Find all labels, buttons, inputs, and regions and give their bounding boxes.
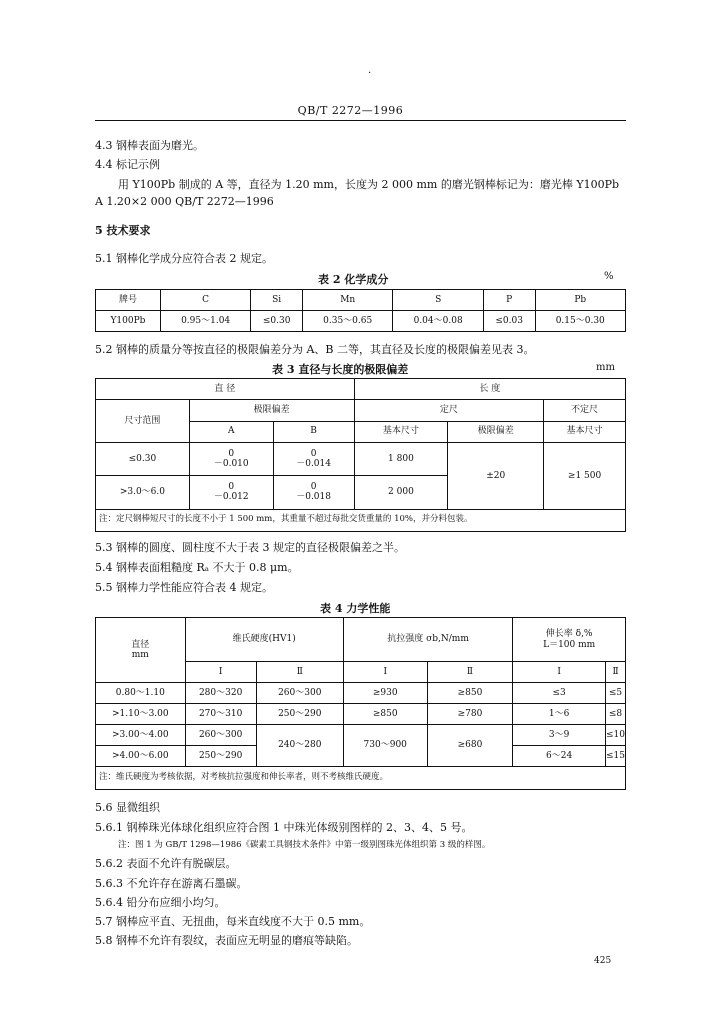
table3-deviations bbox=[95, 378, 626, 532]
t3-upper: 0 bbox=[310, 448, 317, 459]
t4-cell: ≥680 bbox=[427, 725, 513, 767]
t3-lower: －0.010 bbox=[213, 459, 249, 469]
t2-header: P bbox=[483, 290, 535, 311]
t3-len-dev: ±20 bbox=[448, 442, 544, 509]
clause-5-8: 5.8 钢棒不允许有裂纹，表面应无明显的磨痕等缺陷。 bbox=[95, 934, 358, 947]
t3-dev-b bbox=[273, 442, 354, 475]
t3-h-size-range: 尺寸范围 bbox=[96, 400, 190, 443]
t2-header: Pb bbox=[535, 290, 626, 311]
t4-grade: Ⅱ bbox=[606, 662, 626, 683]
t3-nonfixed-val: ≥1 500 bbox=[544, 442, 626, 509]
page-number: 425 bbox=[594, 956, 612, 966]
table4-caption: 表 4 力学性能 bbox=[320, 602, 391, 615]
header-rule bbox=[95, 120, 626, 121]
t3-lower: －0.012 bbox=[213, 492, 249, 503]
clause-5-1: 5.1 钢棒化学成分应符合表 2 规定。 bbox=[95, 252, 273, 265]
table2-chemical-composition bbox=[95, 289, 626, 332]
t4-note: 注：维氏硬度为考核依据，对考核抗拉强度和伸长率者，则不考核维氏硬度。 bbox=[96, 767, 626, 790]
t4-cell: ≤15 bbox=[606, 746, 626, 767]
clause-5-3: 5.3 钢棒的圆度、圆柱度不大于表 3 规定的直径极限偏差之半。 bbox=[95, 541, 405, 554]
t2-cell: Y100Pb bbox=[96, 311, 161, 332]
t2-cell: ≤0.30 bbox=[251, 311, 303, 332]
t4-h-hv: 维氏硬度(HV1) bbox=[185, 618, 343, 662]
t3-h-fixed: 定尺 bbox=[354, 400, 544, 421]
marking-example: 用 Y100Pb 制成的 A 等，直径为 1.20 mm，长度为 2 000 mm 的磨光钢棒标记为：磨光棒 Y100Pb bbox=[118, 178, 620, 191]
page-header: QB/T 2272—1996 bbox=[297, 104, 404, 117]
t4-cell: 6～24 bbox=[513, 746, 606, 767]
t4-grade: Ⅰ bbox=[185, 662, 256, 683]
t3-dev-b bbox=[273, 476, 354, 509]
t3-h-b: B bbox=[273, 421, 354, 442]
t3-h-diameter: 直 径 bbox=[96, 379, 355, 400]
t4-cell: ≤8 bbox=[606, 704, 626, 725]
t4-cell: ≤3 bbox=[513, 683, 606, 704]
t3-lower: －0.014 bbox=[296, 459, 331, 469]
t4-cell: >3.00～4.00 bbox=[96, 725, 186, 746]
t4-cell: >1.10～3.00 bbox=[96, 704, 186, 725]
t4-h-elong-label: 伸长率 δ,% bbox=[545, 629, 593, 640]
t2-cell: ≤0.03 bbox=[483, 311, 535, 332]
t3-h-basic2: 基本尺寸 bbox=[544, 421, 626, 442]
t4-cell: ≥850 bbox=[343, 704, 427, 725]
clause-5-6-4: 5.6.4 铅分布应细小均匀。 bbox=[95, 896, 226, 909]
t4-cell: 0.80～1.10 bbox=[96, 683, 186, 704]
clause-5-6: 5.6 显微组织 bbox=[95, 801, 160, 814]
table3-caption: 表 3 直径与长度的极限偏差 bbox=[272, 363, 409, 376]
t4-cell: 260～300 bbox=[256, 683, 343, 704]
t3-h-length: 长 度 bbox=[354, 379, 625, 400]
t4-cell: ≤5 bbox=[606, 683, 626, 704]
t3-upper: 0 bbox=[228, 448, 235, 459]
t4-cell: 280～320 bbox=[185, 683, 256, 704]
t4-cell: 3～9 bbox=[513, 725, 606, 746]
stray-dot: · bbox=[368, 68, 372, 79]
t4-h-dia-label: 直径 bbox=[131, 639, 150, 650]
t4-cell: 1～6 bbox=[513, 704, 606, 725]
t3-upper: 0 bbox=[228, 482, 235, 493]
t2-cell: 0.35～0.65 bbox=[302, 311, 392, 332]
t3-len: 1 800 bbox=[354, 442, 448, 475]
t4-h-tensile: 抗拉强度 σb,N/mm bbox=[343, 618, 512, 662]
clause-5-2: 5.2 钢棒的质量分等按直径的极限偏差分为 A、B 二等，其直径及长度的极限偏差见表 3。 bbox=[95, 343, 535, 356]
t3-lower: －0.018 bbox=[296, 492, 331, 503]
t3-upper: 0 bbox=[310, 482, 317, 493]
t2-header: S bbox=[393, 290, 483, 311]
t3-note: 注：定尺钢棒短尺寸的长度不小于 1 500 mm，其重量不超过每批交货重量的 10%，并分料包装。 bbox=[96, 509, 626, 531]
t2-cell: 0.95～1.04 bbox=[160, 311, 250, 332]
t4-h-dia bbox=[96, 618, 186, 683]
t4-grade: Ⅱ bbox=[427, 662, 513, 683]
t2-cell: 0.04～0.08 bbox=[393, 311, 483, 332]
t4-cell: 240～280 bbox=[256, 725, 343, 767]
marking-example-cont: A 1.20×2 000 QB/T 2272—1996 bbox=[95, 195, 274, 208]
clause-5-6-1-note: 注：图 1 为 GB/T 1298—1986《碳素工具钢技术条件》中第一级别图珠光体组织第 3 级的样图。 bbox=[118, 840, 491, 850]
t4-cell: 250～290 bbox=[185, 746, 256, 767]
t4-h-dia-unit: mm bbox=[131, 650, 149, 660]
t2-cell: 0.15～0.30 bbox=[535, 311, 626, 332]
t4-cell: 260～300 bbox=[185, 725, 256, 746]
t4-grade: Ⅰ bbox=[343, 662, 427, 683]
t2-header: Mn bbox=[302, 290, 392, 311]
clause-5-6-3: 5.6.3 不允许存在游离石墨碳。 bbox=[95, 877, 248, 890]
clause-5-4: 5.4 钢棒表面粗糙度 Rₐ 不大于 0.8 μm。 bbox=[95, 561, 299, 574]
t4-cell: ≥850 bbox=[427, 683, 513, 704]
table4-mechanical-properties bbox=[95, 617, 626, 790]
t4-cell: 270～310 bbox=[185, 704, 256, 725]
t4-grade: Ⅰ bbox=[513, 662, 606, 683]
t3-len: 2 000 bbox=[354, 476, 448, 509]
t3-dev-a bbox=[189, 442, 273, 475]
t3-dev-a bbox=[189, 476, 273, 509]
t3-h-a: A bbox=[189, 421, 273, 442]
t3-h-nonfixed: 不定尺 bbox=[544, 400, 626, 421]
t4-h-elong-l: L＝100 mm bbox=[543, 639, 596, 650]
clause-5-6-1: 5.6.1 钢棒珠光体球化组织应符合图 1 中珠光体级别图样的 2、3、4、5 号。 bbox=[95, 821, 473, 834]
t4-cell: ≤10 bbox=[606, 725, 626, 746]
clause-5-6-2: 5.6.2 表面不允许有脱碳层。 bbox=[95, 857, 237, 870]
t3-h-basic: 基本尺寸 bbox=[354, 421, 448, 442]
t4-h-elong bbox=[513, 618, 626, 662]
table2-caption: 表 2 化学成分 bbox=[318, 273, 389, 286]
table3-unit: mm bbox=[596, 362, 615, 373]
t3-h-dev2: 极限偏差 bbox=[448, 421, 544, 442]
t4-cell: >4.00～6.00 bbox=[96, 746, 186, 767]
section-5-title: 5 技术要求 bbox=[95, 224, 151, 237]
t4-cell: ≥780 bbox=[427, 704, 513, 725]
t2-header: C bbox=[160, 290, 250, 311]
t2-header: Si bbox=[251, 290, 303, 311]
clause-5-7: 5.7 钢棒应平直、无扭曲，每米直线度不大于 0.5 mm。 bbox=[95, 915, 371, 928]
clause-4-3: 4.3 钢棒表面为磨光。 bbox=[95, 139, 204, 152]
t4-grade: Ⅱ bbox=[256, 662, 343, 683]
clause-4-4: 4.4 标记示例 bbox=[95, 158, 160, 171]
table2-unit: % bbox=[604, 271, 614, 282]
t2-header: 牌号 bbox=[96, 290, 161, 311]
t3-range: ≤0.30 bbox=[96, 442, 190, 475]
t3-h-dev: 极限偏差 bbox=[189, 400, 354, 421]
t4-cell: 250～290 bbox=[256, 704, 343, 725]
t4-cell: 730～900 bbox=[343, 725, 427, 767]
t4-cell: ≥930 bbox=[343, 683, 427, 704]
clause-5-5: 5.5 钢棒力学性能应符合表 4 规定。 bbox=[95, 581, 273, 594]
t3-range: >3.0～6.0 bbox=[96, 476, 190, 509]
